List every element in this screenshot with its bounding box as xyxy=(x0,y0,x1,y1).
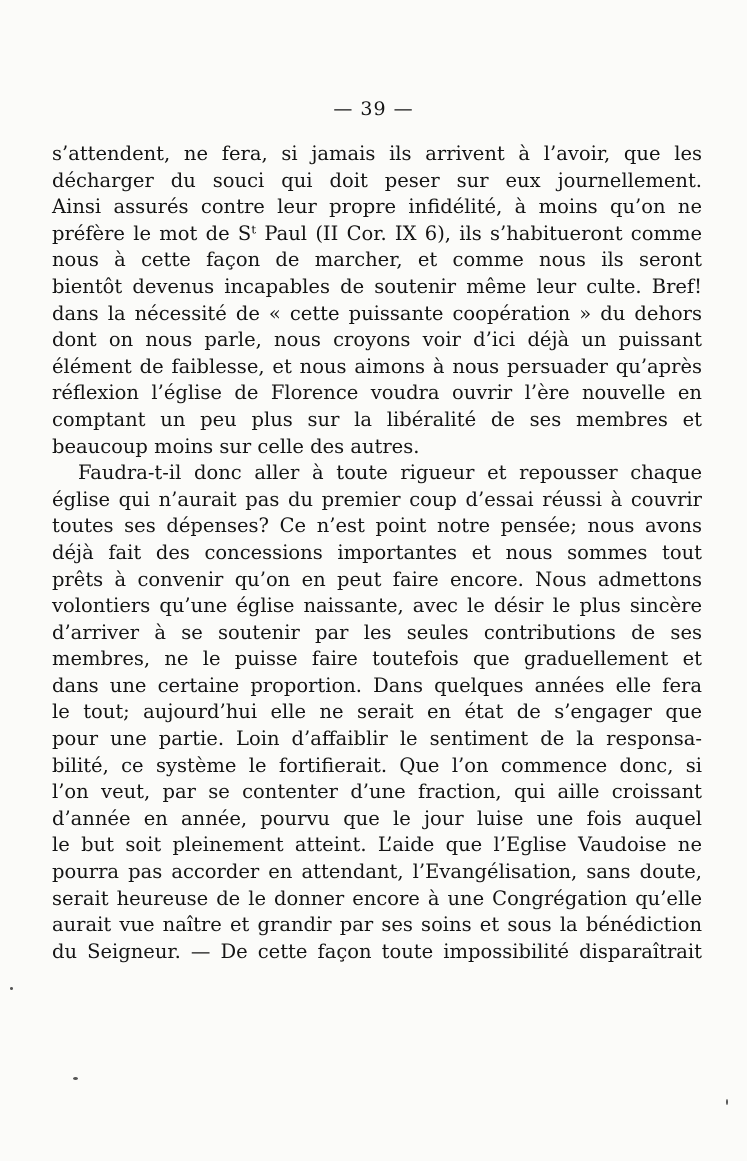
text-line: élément de faiblesse, et nous aimons à nous persuader qu’après xyxy=(52,354,702,378)
paragraph-2 xyxy=(52,460,702,965)
text-line: s’attendent, ne fera, si jamais ils arrivent à l’avoir, que les xyxy=(52,142,702,165)
print-speck xyxy=(10,987,13,990)
text-line: toutes ses dépenses? Ce n’est point notre pensée; nous avons xyxy=(52,514,702,538)
text-line: du Seigneur. — De cette façon toute impossibilité disparaîtrait xyxy=(52,939,702,963)
text-line: Ainsi assurés contre leur propre infidélité, à moins qu’on ne xyxy=(52,195,702,219)
text-line: nous à cette façon de marcher, et comme nous ils seront xyxy=(52,248,702,272)
text-line: le tout; aujourd’hui elle ne serait en état de s’engager que xyxy=(52,700,702,724)
text-line: bilité, ce système le fortifierait. Que l’on commence donc, si xyxy=(52,753,702,777)
text-line: prêts à convenir qu’on en peut faire encore. Nous admettons xyxy=(52,567,702,591)
text-line: l’on veut, par se contenter d’une fraction, qui aille croissant xyxy=(52,780,702,804)
print-speck xyxy=(73,1077,78,1080)
text-line: dans une certaine proportion. Dans quelques années elle fera xyxy=(52,673,702,697)
body-text xyxy=(52,141,702,965)
text-line: d’arriver à se soutenir par les seules contributions de ses xyxy=(52,620,702,644)
text-line: Faudra-t-il donc aller à toute rigueur et repousser chaque xyxy=(78,461,702,485)
text-line: préfère le mot de Sᵗ Paul (II Cor. IX 6), ils s’habitueront comme xyxy=(52,221,702,245)
text-line: d’année en année, pourvu que le jour luise une fois auquel xyxy=(52,806,702,830)
text-line: dont on nous parle, nous croyons voir d’ici déjà un puissant xyxy=(52,328,702,352)
text-line: beaucoup moins sur celle des autres. xyxy=(52,434,420,458)
text-line: déjà fait des concessions importantes et nous sommes tout xyxy=(52,540,702,564)
text-line: pour une partie. Loin d’affaiblir le sentiment de la responsa- xyxy=(52,727,702,751)
text-line: serait heureuse de le donner encore à une Congrégation qu’elle xyxy=(52,886,702,910)
text-line: le but soit pleinement atteint. L’aide que l’Eglise Vaudoise ne xyxy=(52,833,702,857)
paragraph-1 xyxy=(52,141,702,460)
text-line: réflexion l’église de Florence voudra ouvrir l’ère nouvelle en xyxy=(52,381,702,405)
text-line: pourra pas accorder en attendant, l’Evangélisation, sans doute, xyxy=(52,860,702,884)
text-line: décharger du souci qui doit peser sur eux journellement. xyxy=(52,168,702,192)
text-line: membres, ne le puisse faire toutefois que graduellement et xyxy=(52,647,702,671)
print-speck xyxy=(726,1099,728,1105)
text-line: église qui n’aurait pas du premier coup d’essai réussi à couvrir xyxy=(52,487,702,511)
page-number: — 39 — xyxy=(333,98,414,120)
text-line: comptant un peu plus sur la libéralité de ses membres et xyxy=(52,407,702,431)
text-line: bientôt devenus incapables de soutenir même leur culte. Bref! xyxy=(52,274,702,298)
text-line: dans la nécessité de « cette puissante coopération » du dehors xyxy=(52,301,702,325)
text-line: aurait vue naître et grandir par ses soins et sous la bénédiction xyxy=(52,913,702,937)
text-line: volontiers qu’une église naissante, avec le désir le plus sincère xyxy=(52,594,702,618)
